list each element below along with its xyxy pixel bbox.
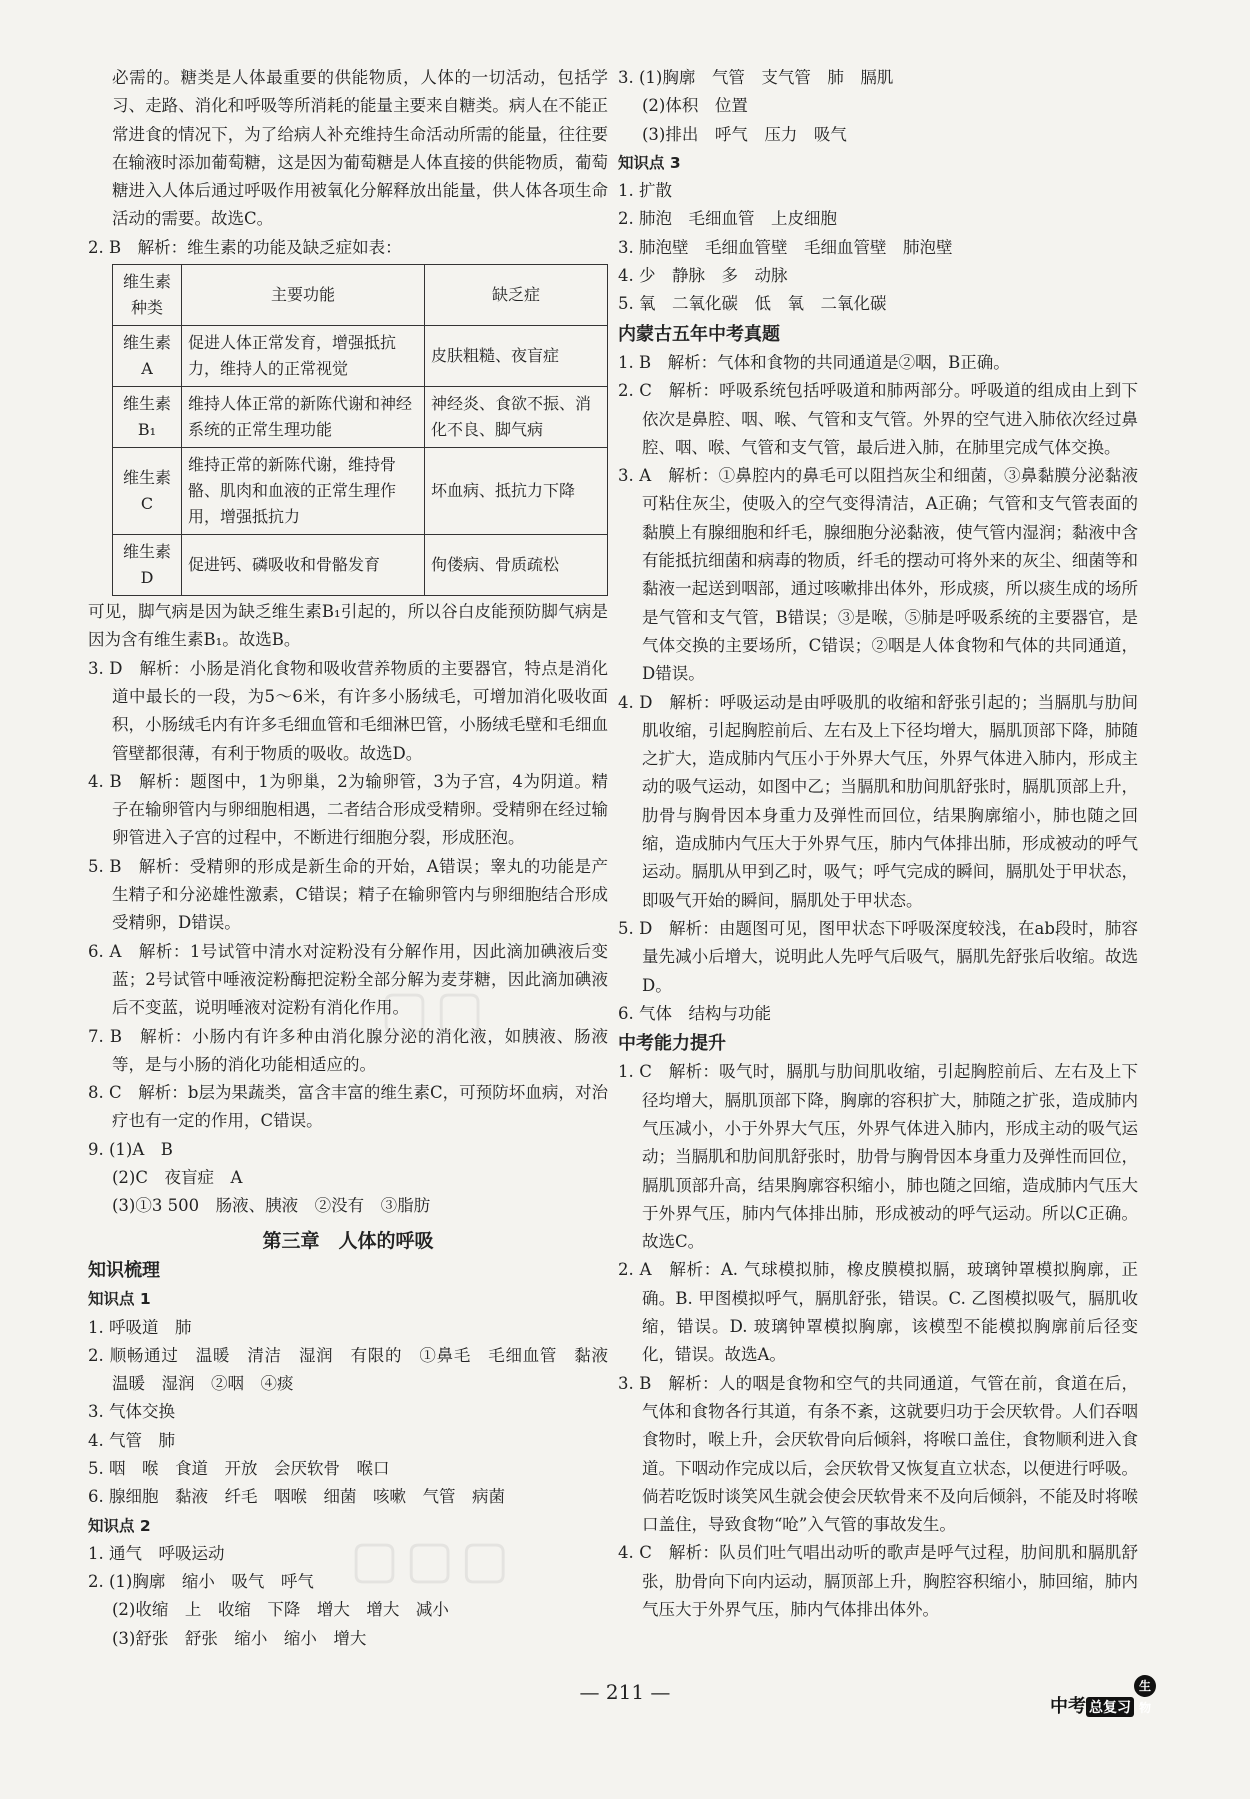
list-item: 3. 气体交换 <box>88 1402 175 1422</box>
left-column <box>88 64 625 1653</box>
vitamin-table <box>112 264 608 596</box>
list-item: 4. D 解析：呼吸运动是由呼吸肌的收缩和舒张引起的；当膈肌与肋间肌收缩，引起胸腔前后、左右及上下径均增大，膈肌顶部下降，肺随之扩大，造成肺内气压小于外界大气压，外界气体进入肺内，形成主动的吸气运动，如图中乙；当膈肌和肋间肌舒张时，膈肌顶部上升，肋骨与胸骨因本身重力及弹性而回位，结果胸廓缩小，肺也随之回缩，造成肺内气压大于外界气压，肺内气体排出肺，形成被动的呼气运动。膈肌从甲到乙时，吸气；呼气完成的瞬间，膈肌处于甲状态，即吸气开始的瞬间，膈肌处于甲状态。 <box>618 692 1138 910</box>
list-item: 3. B 解析：人的咽是食物和空气的共同通道，气管在前，食道在后，气体和食物各行其道，有条不紊，这就要归功于会厌软骨。人们吞咽食物时，喉上升，会厌软骨向后倾斜，将喉口盖住，食物顺利进入食道。下咽动作完成以后，会厌软骨又恢复直立状态，以便进行呼吸。倘若吃饭时谈笑风生就会使会厌软骨来不及向后倾斜，不能及时将喉口盖住，导致食物“呛”入气管的事故发生。 <box>618 1373 1138 1535</box>
list-item: 3. (1)胸廓 气管 支气管 肺 膈肌 <box>618 68 894 87</box>
intro-paragraph: 必需的。糖类是人体最重要的供能物质，人体的一切活动，包括学习、走路、消化和呼吸等所消耗的能量主要来自糖类。病人在不能正常进食的情况下，为了给病人补充维持生命活动所需的能量，往往要在输液时添加葡萄糖，这是因为葡萄糖是人体直接的供能物质，葡萄糖进入人体后通过呼吸作用被氧化分解释放出能量，供人体各项生命活动的需要。故选C。 <box>112 68 608 229</box>
list-item: 3. 肺泡壁 毛细血管壁 毛细血管壁 肺泡壁 <box>618 237 953 257</box>
right-column <box>618 64 1138 1624</box>
list-item: 5. 咽 喉 食道 开放 会厌软骨 喉口 <box>88 1458 390 1478</box>
after-table-text: 可见，脚气病是因为缺乏维生素B₁引起的，所以谷白皮能预防脚气病是因为含有维生素B₁。故选B。 <box>88 602 608 650</box>
list-item: 2. 肺泡 毛细血管 上皮细胞 <box>618 209 837 229</box>
list-item: 6. 腺细胞 黏液 纤毛 咽喉 细菌 咳嗽 气管 病菌 <box>88 1487 505 1507</box>
list-item: 2. (1)胸廓 缩小 吸气 呼气 <box>88 1572 314 1592</box>
list-item: 4. C 解析：队员们吐气唱出动听的歌声是呼气过程，肋间肌和膈肌舒张，肋骨向下向内运动，膈顶部上升，胸腔容积缩小，肺回缩，肺内气压大于外界气压，肺内气体排出体外。 <box>618 1543 1138 1620</box>
table-cell-deficiency: 佝偻病、骨质疏松 <box>425 535 608 596</box>
table-cell-name: 维生素D <box>113 535 182 596</box>
table-row <box>113 535 608 596</box>
table-cell-function: 促进钙、磷吸收和骨骼发育 <box>182 535 425 596</box>
table-header-cell: 维生素种类 <box>113 265 182 326</box>
table-cell-deficiency: 神经炎、食欲不振、消化不良、脚气病 <box>425 387 608 448</box>
list-item: 1. 呼吸道 肺 <box>88 1317 192 1337</box>
answer-8: 8. C 解析：b层为果蔬类，富含丰富的维生素C，可预防坏血病，对治疗也有一定的作用，C错误。 <box>88 1083 608 1131</box>
table-cell-function: 维持人体正常的新陈代谢和神经系统的正常生理功能 <box>182 387 425 448</box>
list-item: (3)排出 呼气 压力 吸气 <box>642 124 847 144</box>
knowledge-point-2-title: 知识点 2 <box>88 1516 151 1535</box>
chapter-title: 第三章 人体的呼吸 <box>262 1229 434 1252</box>
watermark-graphic: ▢▢ <box>380 980 491 1040</box>
knowledge-point-1-title: 知识点 1 <box>88 1290 151 1309</box>
answer-9-2: (2)C 夜盲症 A <box>112 1168 243 1188</box>
answer-7: 7. B 解析：小肠内有许多种由消化腺分泌的消化液，如胰液、肠液等，是与小肠的消化功能相适应的。 <box>88 1026 608 1074</box>
logo-tag: 总复习 <box>1086 1697 1134 1717</box>
list-item: 5. D 解析：由题图可见，图甲状态下呼吸深度较浅，在ab段时，肺容量先减小后增大，说明此人先呼气后吸气，膈肌先舒张后收缩。故选D。 <box>618 918 1138 995</box>
page-number: — 211 — <box>579 1680 671 1704</box>
list-item: (3)舒张 舒张 缩小 缩小 增大 <box>112 1628 367 1648</box>
list-item: 5. 氧 二氧化碳 低 氧 二氧化碳 <box>618 294 887 314</box>
list-item: 1. 通气 呼吸运动 <box>88 1543 225 1563</box>
answer-9-3: (3)①3 500 肠液、胰液 ②没有 ③脂肪 <box>112 1196 431 1216</box>
table-cell-deficiency: 皮肤粗糙、夜盲症 <box>425 326 608 387</box>
list-item: 1. B 解析：气体和食物的共同通道是②咽，B正确。 <box>618 352 1010 372</box>
table-row <box>113 448 608 535</box>
list-item: (2)收缩 上 收缩 下降 增大 增大 减小 <box>112 1600 449 1620</box>
list-item: 4. 气管 肺 <box>88 1430 175 1450</box>
section-title-ability: 中考能力提升 <box>618 1033 726 1055</box>
list-item: 4. 少 静脉 多 动脉 <box>618 266 788 286</box>
table-cell-name: 维生素A <box>113 326 182 387</box>
table-cell-deficiency: 坏血病、抵抗力下降 <box>425 448 608 535</box>
table-cell-function: 维持正常的新陈代谢，维持骨骼、肌肉和血液的正常生理作用，增强抵抗力 <box>182 448 425 535</box>
list-item: 6. 气体 结构与功能 <box>618 1003 771 1023</box>
list-item: 1. 扩散 <box>618 181 672 201</box>
table-cell-function: 促进人体正常发育，增强抵抗力，维持人的正常视觉 <box>182 326 425 387</box>
book-logo <box>1050 1675 1156 1718</box>
table-header-row <box>113 265 608 326</box>
table-cell-name: 维生素B₁ <box>113 387 182 448</box>
list-item: 2. C 解析：呼吸系统包括呼吸道和肺两部分。呼吸道的组成由上到下依次是鼻腔、咽、喉、气管和支气管。外界的空气进入肺依次经过鼻腔、咽、喉、气管和支气管，最后进入肺，在肺里完成气体交换。 <box>618 381 1138 457</box>
list-item: (2)体积 位置 <box>642 96 748 116</box>
list-item: 2. A 解析：A. 气球模拟肺，橡皮膜模拟膈，玻璃钟罩模拟胸廓，正确。B. 甲图模拟呼气，膈肌舒张，错误。C. 乙图模拟吸气，膈肌收缩，错误。D. 玻璃钟罩模拟胸廓，该模型不能模拟胸廓前后径变化，错误。故选A。 <box>618 1260 1138 1365</box>
answer-6: 6. A 解析：1号试管中清水对淀粉没有分解作用，因此滴加碘液后变蓝；2号试管中唾液淀粉酶把淀粉全部分解为麦芽糖，因此滴加碘液后不变蓝，说明唾液对淀粉有消化作用。 <box>88 941 608 1018</box>
table-row <box>113 326 608 387</box>
logo-subject-badge: 生物 <box>1134 1675 1156 1697</box>
table-cell-name: 维生素C <box>113 448 182 535</box>
answer-3: 3. D 解析：小肠是消化食物和吸收营养物质的主要器官，特点是消化道中最长的一段，为5～6米，有许多小肠绒毛，可增加消化吸收面积，小肠绒毛内有许多毛细血管和毛细淋巴管，小肠绒毛壁和毛细血管壁都很薄，有利于物质的吸收。故选D。 <box>88 658 608 763</box>
list-item: 2. 顺畅通过 温暖 清洁 湿润 有限的 ①鼻毛 毛细血管 黏液 温暖 湿润 ②咽 ④痰 <box>88 1345 625 1394</box>
knowledge-point-3-title: 知识点 3 <box>618 153 681 172</box>
logo-script: 中考 <box>1050 1696 1086 1717</box>
table-header-cell: 主要功能 <box>182 265 425 326</box>
list-item: 1. C 解析：吸气时，膈肌与肋间肌收缩，引起胸腔前后、左右及上下径均增大，膈肌顶部下降，胸廓的容积扩大，肺随之扩张，造成肺内气压减小，小于外界大气压，外界气体进入肺内，形成主动的吸气运动；当膈肌和肋间肌舒张时，肋骨与胸骨因本身重力及弹性而回位，膈肌顶部升高，结果胸廓容积缩小，肺也随之回缩，造成肺内气压大于外界气压，肺内气体排出肺，形成被动的呼气运动。所以C正确。故选C。 <box>618 1062 1138 1252</box>
watermark-graphic: ▢▢▢ <box>350 1530 516 1590</box>
list-item: 3. A 解析：①鼻腔内的鼻毛可以阻挡灰尘和细菌，③鼻黏膜分泌黏液可粘住灰尘，使吸入的空气变得清洁，A正确；气管和支气管表面的黏膜上有腺细胞和纤毛，腺细胞分泌黏液，使气管内湿润；黏液中含有能抵抗细菌和病毒的物质，纤毛的摆动可将外来的灰尘、细菌等和黏液一起送到咽部，通过咳嗽排出体外，形成痰，所以痰生成的场所是气管和支气管，B错误；③是喉，⑤肺是呼吸系统的主要器官，是气体交换的主要场所，C错误；②咽是人体食物和气体的共同通道，D错误。 <box>618 466 1138 684</box>
section-title-nmg: 内蒙古五年中考真题 <box>618 323 780 345</box>
answer-9-1: 9. (1)A B <box>88 1139 173 1159</box>
section-title-knowledge: 知识梳理 <box>88 1259 160 1281</box>
table-row <box>113 387 608 448</box>
table-header-cell: 缺乏症 <box>425 265 608 326</box>
answer-2: 2. B 解析：维生素的功能及缺乏症如表： <box>88 237 402 257</box>
answer-4: 4. B 解析：题图中，1为卵巢，2为输卵管，3为子宫，4为阴道。精子在输卵管内与卵细胞相遇，二者结合形成受精卵。受精卵在经过输卵管进入子宫的过程中，不断进行细胞分裂，形成胚泡。 <box>88 771 608 848</box>
answer-5: 5. B 解析：受精卵的形成是新生命的开始，A错误；睾丸的功能是产生精子和分泌雄性激素，C错误；精子在输卵管内与卵细胞结合形成受精卵，D错误。 <box>88 856 608 933</box>
